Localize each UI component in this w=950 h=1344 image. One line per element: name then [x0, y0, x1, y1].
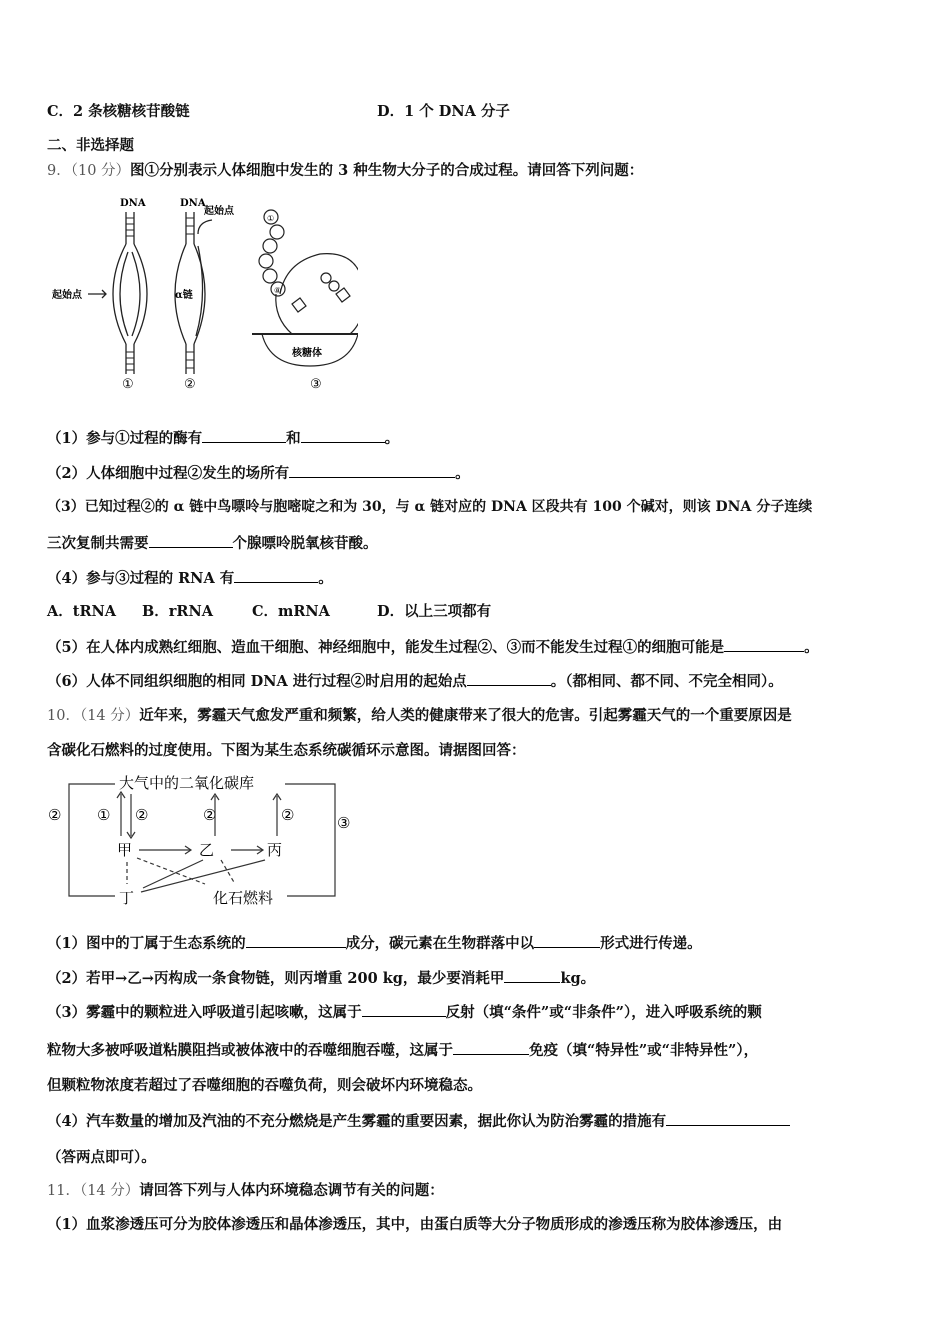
- fig9-ribosome-label: 核糖体: [292, 348, 322, 359]
- fig9-dna-replication: [88, 212, 147, 374]
- q10-part2: （2）若甲→乙→丙构成一条食物链，则丙增重 200 kg，最少要消耗甲 kg。: [47, 970, 596, 987]
- blank[interactable]: [301, 428, 385, 443]
- fig10-circle2: ②: [203, 806, 217, 824]
- q9-part6: （6）人体不同组织细胞的相同 DNA 进行过程②时启用的起始点 。（都相同、都不同、不完全相同）。: [47, 673, 783, 690]
- fig9-origin-right: 起始点: [204, 206, 234, 217]
- fig9-translation: [252, 210, 358, 366]
- q11-part1: （1）血浆渗透压可分为胶体渗透压和晶体渗透压，其中，由蛋白质等大分子物质形成的渗透压称为胶体渗透压，由: [47, 1216, 783, 1233]
- q11-stem: 11．（14 分）请回答下列与人体内环境稳态调节有关的问题：: [47, 1182, 444, 1199]
- fig10-fossil-fuel: 化石燃料: [213, 889, 274, 907]
- option-a: A．tRNA: [47, 603, 117, 620]
- fig9-label3: ③: [310, 377, 322, 392]
- fig10-co2-pool: 大气中的二氧化碳库: [119, 774, 255, 792]
- blank[interactable]: [362, 1002, 446, 1017]
- fig9-label1: ①: [122, 377, 134, 392]
- fig10-circle1: ①: [97, 806, 111, 824]
- q9-part1: （1）参与①过程的酶有 和 。: [47, 430, 400, 447]
- q9-figure: [48, 194, 358, 394]
- fig9-label2: ②: [184, 377, 196, 392]
- q10-figure: [45, 772, 365, 914]
- option-b: B．rRNA: [142, 603, 213, 620]
- fig10-jia: 甲: [117, 841, 133, 859]
- q10-part4-cont: （答两点即可）。: [47, 1149, 156, 1166]
- option-d: D．1 个 DNA 分子: [377, 103, 510, 120]
- q9-part4-options: [47, 602, 910, 622]
- blank[interactable]: [289, 463, 455, 478]
- q10-part3: （3）雾霾中的颗粒进入呼吸道引起咳嗽，这属于 反射（填“条件”或“非条件”），进入呼吸系统的颗: [47, 1004, 762, 1021]
- blank[interactable]: [534, 933, 600, 948]
- fig9-origin-left: 起始点: [52, 290, 82, 301]
- q9-part3: （3）已知过程②的 α 链中鸟嘌呤与胞嘧啶之和为 30，与 α 链对应的 DNA 区段共有 100 个碱对，则该 DNA 分子连续: [47, 499, 813, 515]
- fig10-yi: 乙: [199, 841, 215, 859]
- blank[interactable]: [234, 568, 318, 583]
- section-heading: 二、非选择题: [47, 137, 134, 154]
- blank[interactable]: [666, 1111, 790, 1126]
- fig10-circle2-left: ②: [48, 806, 62, 824]
- option-c: C．mRNA: [252, 603, 330, 620]
- q9-part5: （5）在人体内成熟红细胞、造血干细胞、神经细胞中，能发生过程②、③而不能发生过程①的细胞可能是 。: [47, 639, 819, 656]
- q10-number: 10．（14 分）: [47, 708, 140, 724]
- option-c: C．2 条核糖核苷酸链: [47, 103, 190, 120]
- fig10-circle2-mid: ②: [135, 806, 149, 824]
- option-d: D．以上三项都有: [377, 603, 492, 620]
- options-row: [47, 102, 910, 122]
- fig10-bing: 丙: [267, 841, 283, 859]
- q11-number: 11．（14 分）: [47, 1183, 140, 1199]
- blank[interactable]: [246, 933, 346, 948]
- fig10-circle3: ③: [337, 814, 351, 832]
- fig9-alpha-label: α链: [175, 290, 193, 301]
- q9-part3-cont: 三次复制共需要 个腺嘌呤脱氧核苷酸。: [47, 535, 378, 552]
- q10-part4: （4）汽车数量的增加及汽油的不充分燃烧是产生雾霾的重要因素，据此你认为防治雾霾的措施有: [47, 1111, 910, 1132]
- fig9-dna1-label: DNA: [120, 198, 146, 209]
- blank[interactable]: [467, 671, 551, 686]
- q10-part3-cont2: 但颗粒物浓度若超过了吞噬细胞的吞噬负荷，则会破坏内环境稳态。: [47, 1077, 482, 1094]
- q9-number: 9．（10 分）: [47, 163, 131, 179]
- q9-stem: 9．（10 分）图①分别表示人体细胞中发生的 3 种生物大分子的合成过程。请回答下列问题：: [47, 162, 644, 179]
- fig9-chain-end: ⑧: [274, 286, 282, 295]
- blank[interactable]: [724, 637, 804, 652]
- q9-part4: （4）参与③过程的 RNA 有 。: [47, 570, 333, 587]
- q10-stem: 10．（14 分）近年来，雾霾天气愈发严重和频繁，给人类的健康带来了很大的危害。引起雾霾天气的一个重要原因是: [47, 707, 792, 724]
- blank[interactable]: [504, 968, 560, 983]
- blank[interactable]: [453, 1040, 529, 1055]
- q10-part1: （1）图中的丁属于生态系统的 成分，碳元素在生物群落中以 形式进行传递。: [47, 935, 702, 952]
- fig9-chain-start: ①: [267, 214, 275, 223]
- fig10-arrows: [69, 784, 335, 896]
- q10-stem-cont: 含碳化石燃料的过度使用。下图为某生态系统碳循环示意图。请据图回答：: [47, 742, 526, 759]
- blank[interactable]: [149, 533, 233, 548]
- fig10-ding: 丁: [119, 889, 135, 907]
- q9-part2: （2）人体细胞中过程②发生的场所有 。: [47, 465, 470, 482]
- fig10-circle2-right: ②: [281, 806, 295, 824]
- blank[interactable]: [202, 428, 286, 443]
- q10-part3-cont: 粒物大多被呼吸道粘膜阻挡或被体液中的吞噬细胞吞噬，这属于 免疫（填“特异性”或“非特异性”），: [47, 1042, 759, 1059]
- fig9-dna2-label: DNA: [180, 198, 206, 209]
